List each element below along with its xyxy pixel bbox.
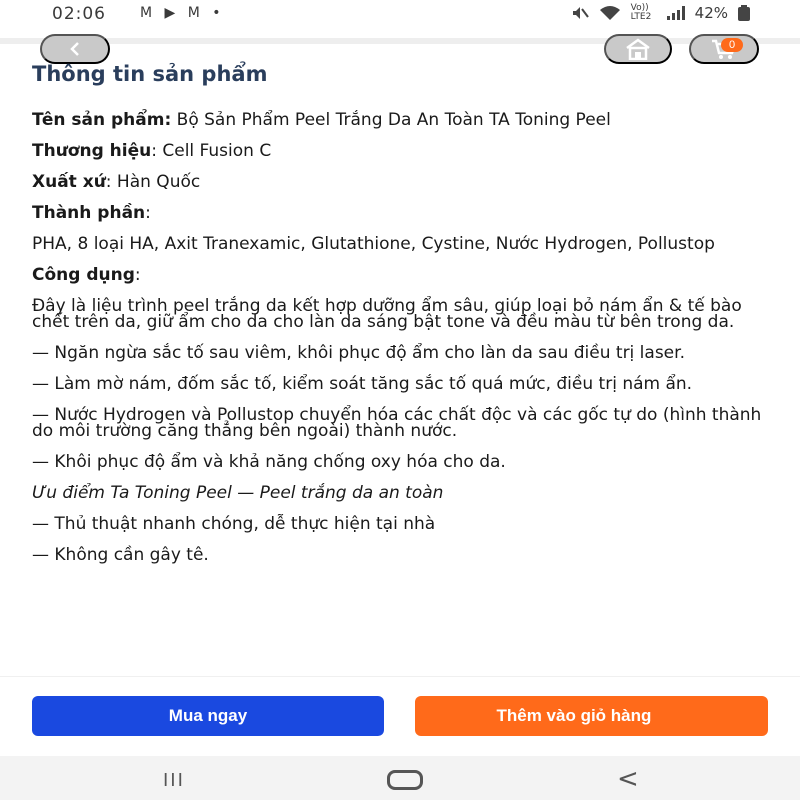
status-time: 02:06	[52, 4, 106, 24]
ingredients-label: Thành phần	[32, 203, 146, 223]
ingredients-value: PHA, 8 loại HA, Axit Tranexamic, Glutathione, Cystine, Nước Hydrogen, Pollustop	[32, 234, 715, 254]
wifi-icon	[599, 5, 621, 21]
notification-icons: M ▶ M •	[140, 5, 225, 21]
product-name-label: Tên sản phẩm:	[32, 110, 172, 130]
advantage-item: — Không cần gây tê.	[32, 545, 209, 565]
uses-heading	[32, 267, 772, 283]
product-description	[32, 112, 772, 578]
network-label: Vo)) LTE2	[630, 3, 652, 22]
origin-label: Xuất xứ	[32, 172, 106, 192]
battery-icon	[738, 5, 750, 21]
back-button[interactable]	[40, 34, 110, 64]
ingredients-heading	[32, 205, 772, 221]
brand-value: : Cell Fusion C	[151, 141, 272, 161]
add-to-cart-button[interactable]	[415, 696, 768, 736]
cart-count-badge: 0	[721, 38, 743, 52]
recent-apps-button[interactable]: III	[163, 770, 185, 791]
mute-icon	[571, 5, 589, 21]
add-to-cart-label: Thêm vào giỏ hàng	[496, 706, 652, 725]
signal-icon	[667, 6, 685, 20]
home-button[interactable]	[604, 34, 672, 64]
uses-item: — Làm mờ nám, đốm sắc tố, kiểm soát tăng sắc tố quá mức, điều trị nám ẩn.	[32, 374, 693, 394]
back-nav-button[interactable]: <	[617, 764, 639, 794]
brand-label: Thương hiệu	[32, 141, 152, 161]
advantage-item: — Thủ thuật nhanh chóng, dễ thực hiện tại nhà	[32, 514, 436, 534]
uses-colon: :	[134, 265, 141, 285]
status-bar	[0, 0, 800, 30]
buy-now-button[interactable]: Mua ngay	[32, 696, 384, 736]
section-title: Thông tin sản phẩm	[32, 62, 268, 86]
product-name-row	[32, 112, 772, 128]
cart-button[interactable]	[689, 34, 759, 64]
advantages-title: Ưu điểm Ta Toning Peel — Peel trắng da an toàn	[32, 483, 444, 503]
home-nav-button[interactable]	[387, 770, 423, 790]
brand-row	[32, 143, 772, 159]
chevron-left-icon	[67, 41, 83, 57]
uses-item: — Khôi phục độ ẩm và khả năng chống oxy hóa cho da.	[32, 452, 506, 472]
uses-intro: Đây là liệu trình peel trắng da kết hợp dưỡng ẩm sâu, giúp loại bỏ nám ẩn & tế bào chết trên da, giữ ẩm cho da cho làn da sáng bật tone và đều màu từ bên trong da.	[32, 296, 742, 332]
product-name-value: Bộ Sản Phẩm Peel Trắng Da An Toàn TA Toning Peel	[171, 110, 611, 130]
origin-value: : Hàn Quốc	[105, 172, 201, 192]
origin-row	[32, 174, 772, 190]
ingredients-colon: :	[145, 203, 151, 223]
uses-item: — Nước Hydrogen và Pollustop chuyển hóa các chất độc và các gốc tự do (hình thành do môi trường căng thẳng bên ngoài) thành nước.	[32, 405, 762, 441]
status-right	[571, 4, 750, 22]
header-strip	[0, 38, 800, 44]
uses-label: Công dụng	[32, 265, 135, 285]
battery-level: 42%	[694, 4, 728, 22]
uses-item: — Ngăn ngừa sắc tố sau viêm, khôi phục độ ẩm cho làn da sau điều trị laser.	[32, 343, 685, 363]
home-icon	[625, 38, 651, 60]
